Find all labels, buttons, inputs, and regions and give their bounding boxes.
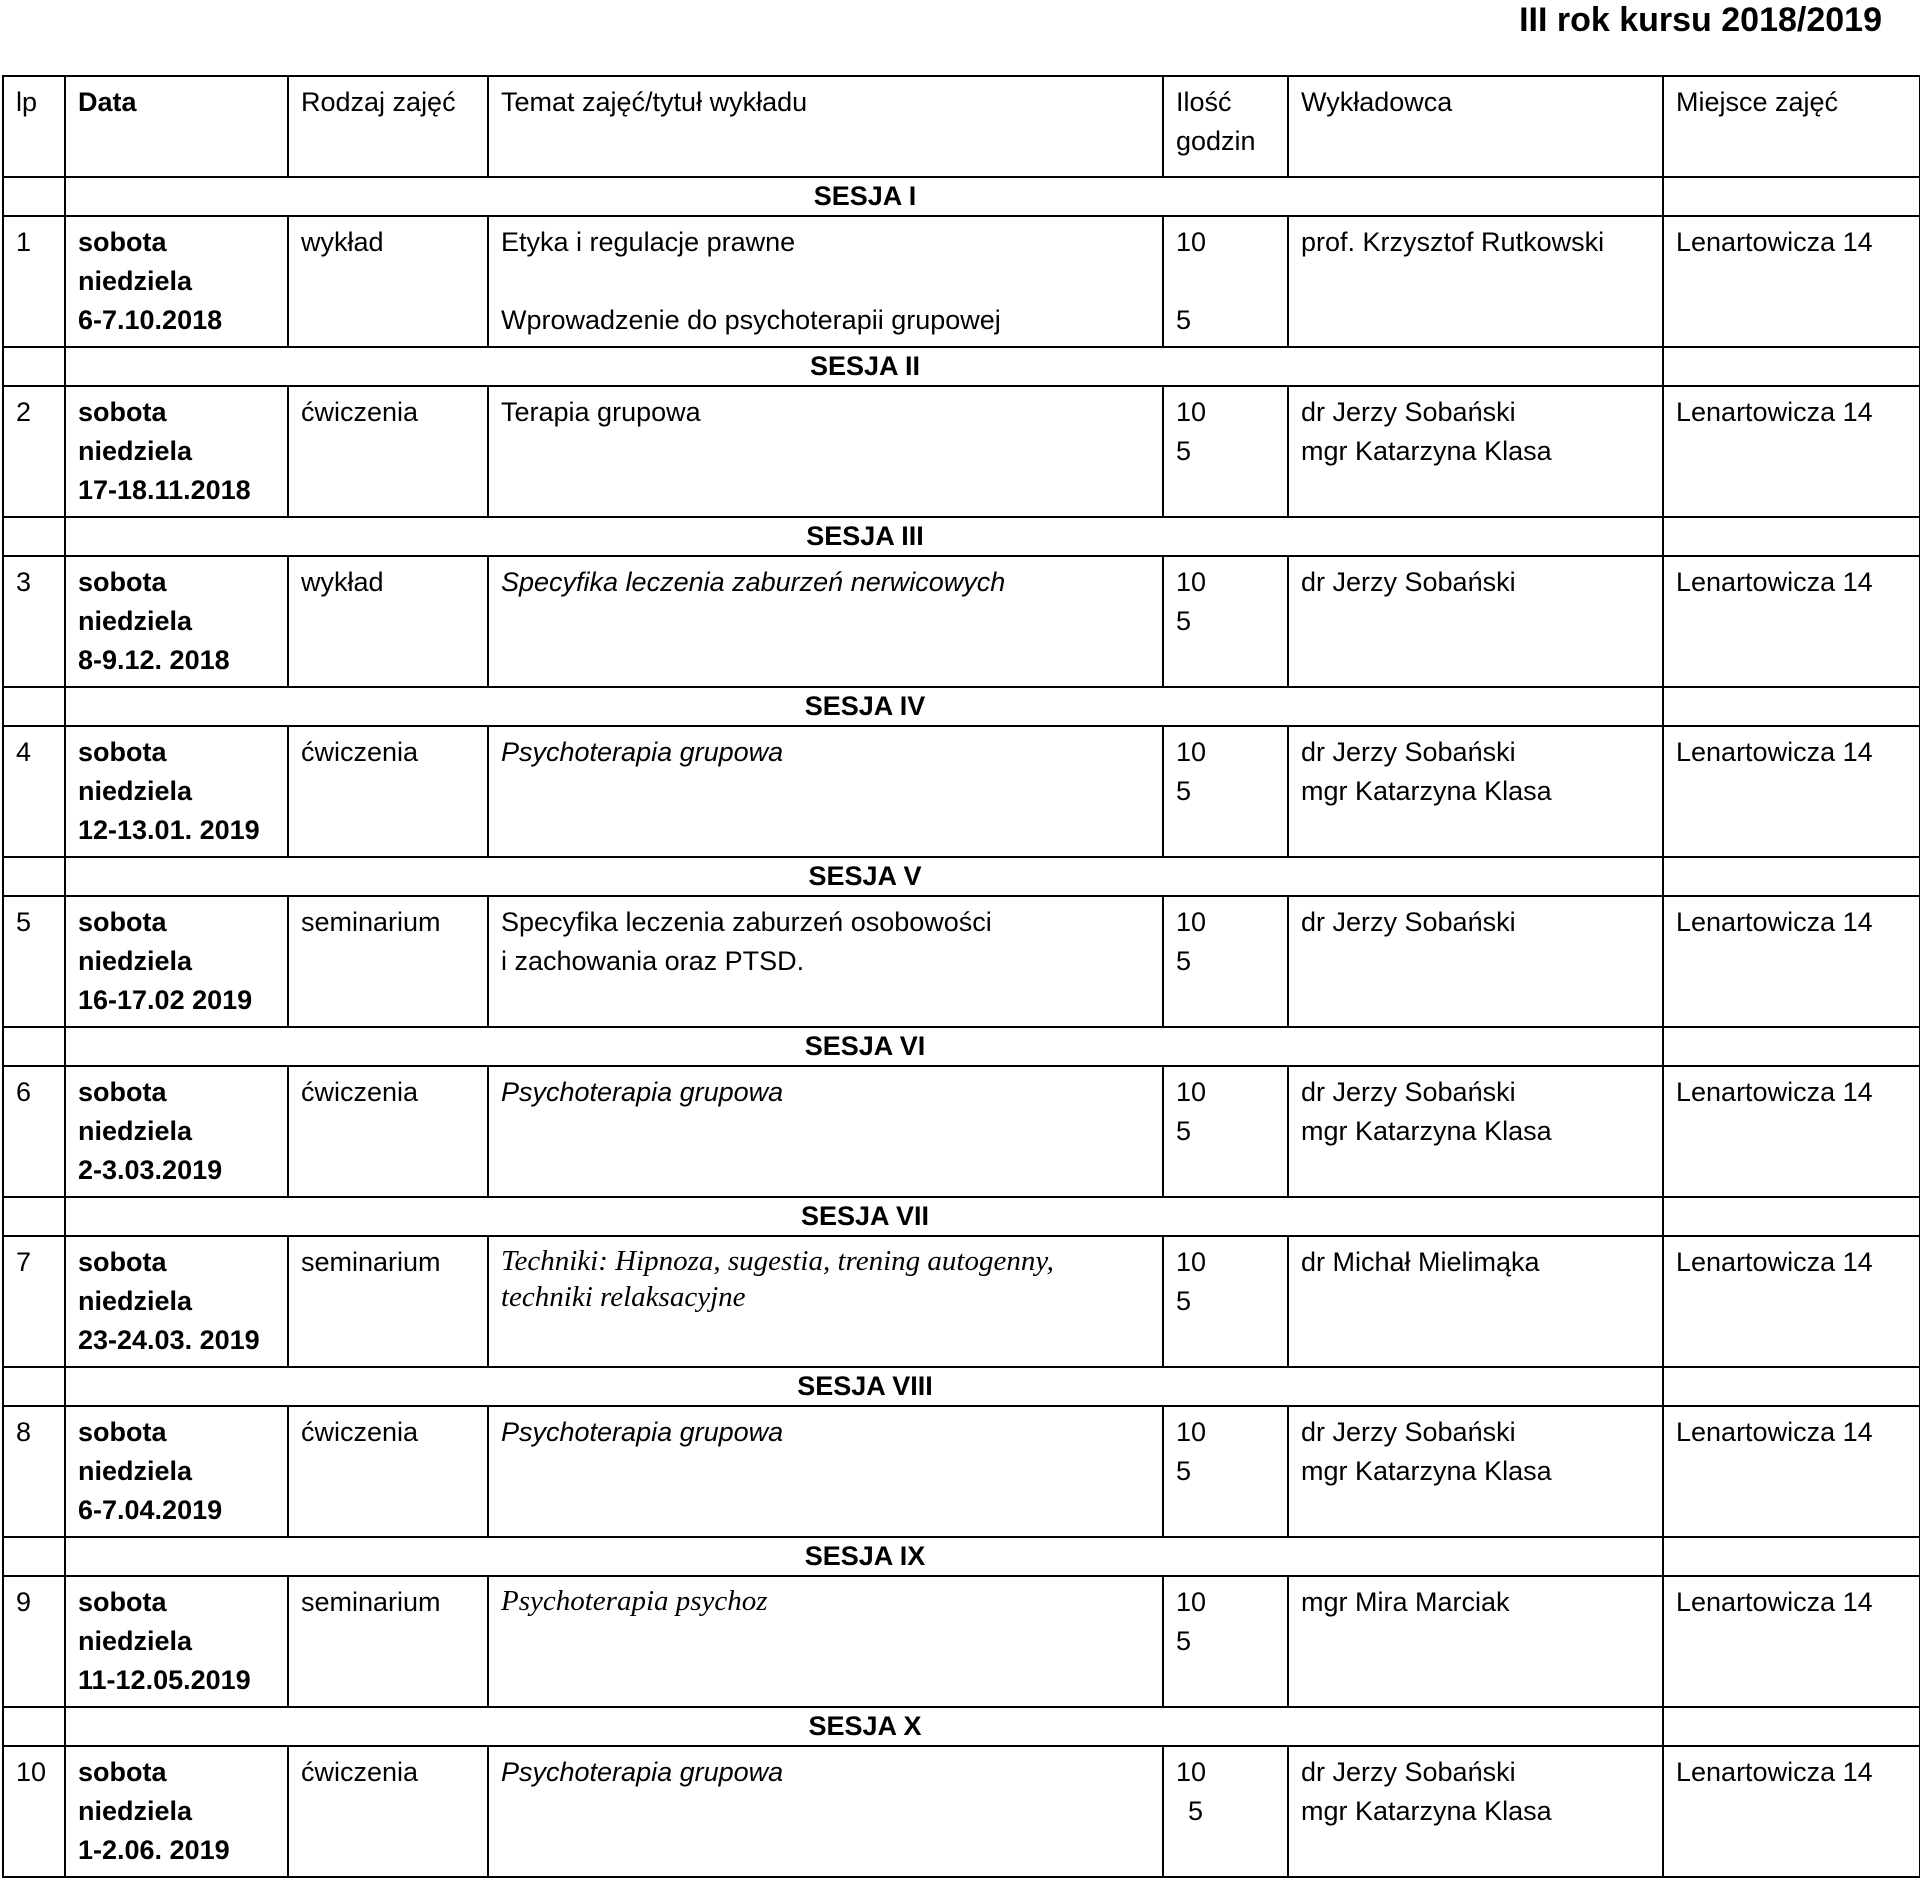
lecturer-line: dr Jerzy Sobański <box>1301 567 1516 597</box>
header-wykladowca: Wykładowca <box>1288 76 1663 177</box>
hours-line: 10 <box>1176 1417 1207 1447</box>
cell-lp: 3 <box>3 556 65 687</box>
cell-type: ćwiczenia <box>288 1746 488 1877</box>
table-row <box>3 896 1920 1027</box>
cell-topic <box>488 556 1163 687</box>
session-spacer-right <box>1663 1027 1920 1066</box>
topic-line: techniki relaksacyjne <box>501 1281 746 1313</box>
page-title: III rok kursu 2018/2019 <box>1519 1 1882 39</box>
date-line: 6-7.10.2018 <box>78 305 223 335</box>
cell-date <box>65 1746 288 1877</box>
header-data: Data <box>65 76 288 177</box>
cell-place: Lenartowicza 14 <box>1663 1406 1920 1537</box>
session-name: SESJA X <box>65 1707 1663 1746</box>
cell-topic <box>488 1746 1163 1877</box>
cell-hours <box>1163 556 1288 687</box>
hours-line: 5 <box>1176 1116 1192 1146</box>
cell-type: wykład <box>288 556 488 687</box>
topic-line: Specyfika leczenia zaburzeń nerwicowych <box>501 567 1006 597</box>
cell-type: seminarium <box>288 1236 488 1367</box>
lecturer-line: mgr Katarzyna Klasa <box>1301 1116 1552 1146</box>
date-line: sobota <box>78 907 167 937</box>
date-line: niedziela <box>78 436 193 466</box>
date-line: 2-3.03.2019 <box>78 1155 223 1185</box>
date-line: 17-18.11.2018 <box>78 475 251 505</box>
session-spacer-right <box>1663 517 1920 556</box>
hours-line: 5 <box>1188 1796 1204 1826</box>
session-spacer-right <box>1663 1707 1920 1746</box>
session-spacer-left <box>3 347 65 386</box>
session-spacer-left <box>3 1707 65 1746</box>
topic-line: Wprowadzenie do psychoterapii grupowej <box>501 305 1001 335</box>
header-miejsce: Miejsce zajęć <box>1663 76 1920 177</box>
table-row <box>3 216 1920 347</box>
cell-lecturer <box>1288 386 1663 517</box>
lecturer-line: prof. Krzysztof Rutkowski <box>1301 227 1605 257</box>
session-spacer-right <box>1663 177 1920 216</box>
cell-lecturer <box>1288 556 1663 687</box>
session-spacer-right <box>1663 857 1920 896</box>
session-spacer-left <box>3 1537 65 1576</box>
cell-lecturer <box>1288 1236 1663 1367</box>
lecturer-line: dr Jerzy Sobański <box>1301 1417 1516 1447</box>
cell-hours <box>1163 386 1288 517</box>
cell-lecturer <box>1288 1406 1663 1537</box>
cell-hours <box>1163 1236 1288 1367</box>
table-row <box>3 556 1920 687</box>
cell-hours <box>1163 1746 1288 1877</box>
session-row <box>3 1537 1920 1576</box>
session-spacer-left <box>3 1197 65 1236</box>
topic-line: Etyka i regulacje prawne <box>501 227 796 257</box>
lecturer-line: dr Michał Mielimąka <box>1301 1247 1540 1277</box>
hours-line: 10 <box>1176 1757 1207 1787</box>
hours-line: 5 <box>1176 1626 1192 1656</box>
session-spacer-left <box>3 177 65 216</box>
cell-topic <box>488 1406 1163 1537</box>
date-line: 8-9.12. 2018 <box>78 645 230 675</box>
topic-line: i zachowania oraz PTSD. <box>501 946 805 976</box>
session-spacer-right <box>1663 347 1920 386</box>
cell-date <box>65 386 288 517</box>
session-name: SESJA VIII <box>65 1367 1663 1406</box>
date-line: sobota <box>78 227 167 257</box>
lecturer-line: mgr Katarzyna Klasa <box>1301 436 1552 466</box>
cell-lp: 7 <box>3 1236 65 1367</box>
lecturer-line: mgr Katarzyna Klasa <box>1301 776 1552 806</box>
hours-line: 10 <box>1176 1587 1207 1617</box>
table-row <box>3 1236 1920 1367</box>
cell-lp: 1 <box>3 216 65 347</box>
session-name: SESJA III <box>65 517 1663 556</box>
session-spacer-left <box>3 517 65 556</box>
date-line: 12-13.01. 2019 <box>78 815 260 845</box>
session-spacer-left <box>3 1027 65 1066</box>
cell-lecturer <box>1288 1746 1663 1877</box>
cell-type: ćwiczenia <box>288 1066 488 1197</box>
cell-topic <box>488 1066 1163 1197</box>
session-spacer-right <box>1663 1197 1920 1236</box>
session-row <box>3 1027 1920 1066</box>
session-row <box>3 1367 1920 1406</box>
header-temat: Temat zajęć/tytuł wykładu <box>488 76 1163 177</box>
table-row <box>3 1406 1920 1537</box>
hours-line: 5 <box>1176 776 1192 806</box>
cell-type: wykład <box>288 216 488 347</box>
header-ilosc <box>1163 76 1288 177</box>
cell-type: ćwiczenia <box>288 726 488 857</box>
header-rodzaj: Rodzaj zajęć <box>288 76 488 177</box>
date-line: sobota <box>78 397 167 427</box>
lecturer-line: mgr Mira Marciak <box>1301 1587 1510 1617</box>
hours-line: 10 <box>1176 397 1207 427</box>
cell-place: Lenartowicza 14 <box>1663 556 1920 687</box>
session-row <box>3 1197 1920 1236</box>
cell-lp: 6 <box>3 1066 65 1197</box>
hours-line: 5 <box>1176 305 1192 335</box>
table-row <box>3 1066 1920 1197</box>
topic-line: Psychoterapia grupowa <box>501 1757 784 1787</box>
cell-date <box>65 216 288 347</box>
cell-lecturer <box>1288 1066 1663 1197</box>
hours-line: 5 <box>1176 606 1192 636</box>
topic-line: Techniki: Hipnoza, sugestia, trening autogenny, <box>501 1245 1054 1277</box>
cell-date <box>65 1066 288 1197</box>
session-row <box>3 347 1920 386</box>
lecturer-line: mgr Katarzyna Klasa <box>1301 1456 1552 1486</box>
hours-line: 5 <box>1176 436 1192 466</box>
hours-line: 5 <box>1176 946 1192 976</box>
topic-line: Terapia grupowa <box>501 397 701 427</box>
session-spacer-right <box>1663 1537 1920 1576</box>
topic-line: Psychoterapia grupowa <box>501 1077 784 1107</box>
date-line: niedziela <box>78 1286 193 1316</box>
session-name: SESJA IX <box>65 1537 1663 1576</box>
cell-date <box>65 556 288 687</box>
topic-line: Psychoterapia grupowa <box>501 1417 784 1447</box>
table-row <box>3 1746 1920 1877</box>
session-row <box>3 177 1920 216</box>
session-spacer-left <box>3 1367 65 1406</box>
cell-type: seminarium <box>288 1576 488 1707</box>
topic-gap <box>501 262 1152 301</box>
cell-place: Lenartowicza 14 <box>1663 1236 1920 1367</box>
lecturer-line: mgr Katarzyna Klasa <box>1301 1796 1552 1826</box>
date-line: 16-17.02 2019 <box>78 985 253 1015</box>
cell-place: Lenartowicza 14 <box>1663 1576 1920 1707</box>
hours-line: 10 <box>1176 1247 1207 1277</box>
cell-lp: 2 <box>3 386 65 517</box>
session-name: SESJA II <box>65 347 1663 386</box>
date-line: niedziela <box>78 1796 193 1826</box>
cell-type: ćwiczenia <box>288 386 488 517</box>
cell-hours <box>1163 1576 1288 1707</box>
cell-hours <box>1163 216 1288 347</box>
cell-topic <box>488 1236 1163 1367</box>
hours-line: 10 <box>1176 1077 1207 1107</box>
date-line: sobota <box>78 737 167 767</box>
header-ilosc-line: Ilość <box>1176 87 1232 117</box>
lecturer-line: dr Jerzy Sobański <box>1301 907 1516 937</box>
cell-hours <box>1163 1406 1288 1537</box>
lecturer-line: dr Jerzy Sobański <box>1301 737 1516 767</box>
hours-line: 5 <box>1176 1456 1192 1486</box>
session-name: SESJA IV <box>65 687 1663 726</box>
cell-hours <box>1163 1066 1288 1197</box>
cell-topic <box>488 1576 1163 1707</box>
session-row <box>3 857 1920 896</box>
topic-line: Specyfika leczenia zaburzeń osobowości <box>501 907 992 937</box>
date-line: niedziela <box>78 1116 193 1146</box>
cell-lecturer <box>1288 726 1663 857</box>
cell-date <box>65 1236 288 1367</box>
header-ilosc-line: godzin <box>1176 126 1256 156</box>
cell-lecturer <box>1288 216 1663 347</box>
date-line: 23-24.03. 2019 <box>78 1325 260 1355</box>
date-line: niedziela <box>78 946 193 976</box>
session-name: SESJA I <box>65 177 1663 216</box>
date-line: sobota <box>78 1757 167 1787</box>
cell-lp: 10 <box>3 1746 65 1877</box>
date-line: sobota <box>78 1077 167 1107</box>
cell-place: Lenartowicza 14 <box>1663 896 1920 1027</box>
session-spacer-left <box>3 857 65 896</box>
cell-date <box>65 1406 288 1537</box>
hours-line: 10 <box>1176 227 1207 257</box>
cell-place: Lenartowicza 14 <box>1663 726 1920 857</box>
hours-line: 10 <box>1176 567 1207 597</box>
table-row <box>3 386 1920 517</box>
cell-date <box>65 1576 288 1707</box>
cell-date <box>65 896 288 1027</box>
session-spacer-right <box>1663 1367 1920 1406</box>
table-row <box>3 726 1920 857</box>
cell-lp: 5 <box>3 896 65 1027</box>
hours-line: 5 <box>1176 1286 1192 1316</box>
lecturer-line: dr Jerzy Sobański <box>1301 397 1516 427</box>
cell-place: Lenartowicza 14 <box>1663 1066 1920 1197</box>
session-spacer-left <box>3 687 65 726</box>
date-line: 6-7.04.2019 <box>78 1495 223 1525</box>
cell-date <box>65 726 288 857</box>
date-line: 11-12.05.2019 <box>78 1665 251 1695</box>
cell-type: seminarium <box>288 896 488 1027</box>
date-line: 1-2.06. 2019 <box>78 1835 230 1865</box>
schedule-table <box>2 75 1920 1878</box>
cell-topic <box>488 216 1163 347</box>
date-line: sobota <box>78 1587 167 1617</box>
lecturer-line: dr Jerzy Sobański <box>1301 1757 1516 1787</box>
cell-lecturer <box>1288 1576 1663 1707</box>
cell-lp: 4 <box>3 726 65 857</box>
cell-topic <box>488 726 1163 857</box>
cell-lp: 8 <box>3 1406 65 1537</box>
cell-place: Lenartowicza 14 <box>1663 1746 1920 1877</box>
lecturer-line: dr Jerzy Sobański <box>1301 1077 1516 1107</box>
cell-place: Lenartowicza 14 <box>1663 386 1920 517</box>
session-name: SESJA V <box>65 857 1663 896</box>
cell-topic <box>488 386 1163 517</box>
hours-gap <box>1176 262 1277 301</box>
date-line: sobota <box>78 567 167 597</box>
hours-line: 10 <box>1176 737 1207 767</box>
cell-lp: 9 <box>3 1576 65 1707</box>
cell-hours <box>1163 896 1288 1027</box>
cell-hours <box>1163 726 1288 857</box>
cell-topic <box>488 896 1163 1027</box>
session-row <box>3 1707 1920 1746</box>
date-line: niedziela <box>78 266 193 296</box>
session-row <box>3 517 1920 556</box>
session-name: SESJA VI <box>65 1027 1663 1066</box>
hours-line: 10 <box>1176 907 1207 937</box>
date-line: niedziela <box>78 1626 193 1656</box>
date-line: niedziela <box>78 606 193 636</box>
session-row <box>3 687 1920 726</box>
date-line: sobota <box>78 1247 167 1277</box>
header-row <box>3 76 1920 177</box>
cell-type: ćwiczenia <box>288 1406 488 1537</box>
topic-line: Psychoterapia grupowa <box>501 737 784 767</box>
header-lp: lp <box>3 76 65 177</box>
topic-line: Psychoterapia psychoz <box>501 1585 768 1617</box>
date-line: niedziela <box>78 1456 193 1486</box>
cell-place: Lenartowicza 14 <box>1663 216 1920 347</box>
session-name: SESJA VII <box>65 1197 1663 1236</box>
table-row <box>3 1576 1920 1707</box>
session-spacer-right <box>1663 687 1920 726</box>
cell-lecturer <box>1288 896 1663 1027</box>
date-line: sobota <box>78 1417 167 1447</box>
date-line: niedziela <box>78 776 193 806</box>
